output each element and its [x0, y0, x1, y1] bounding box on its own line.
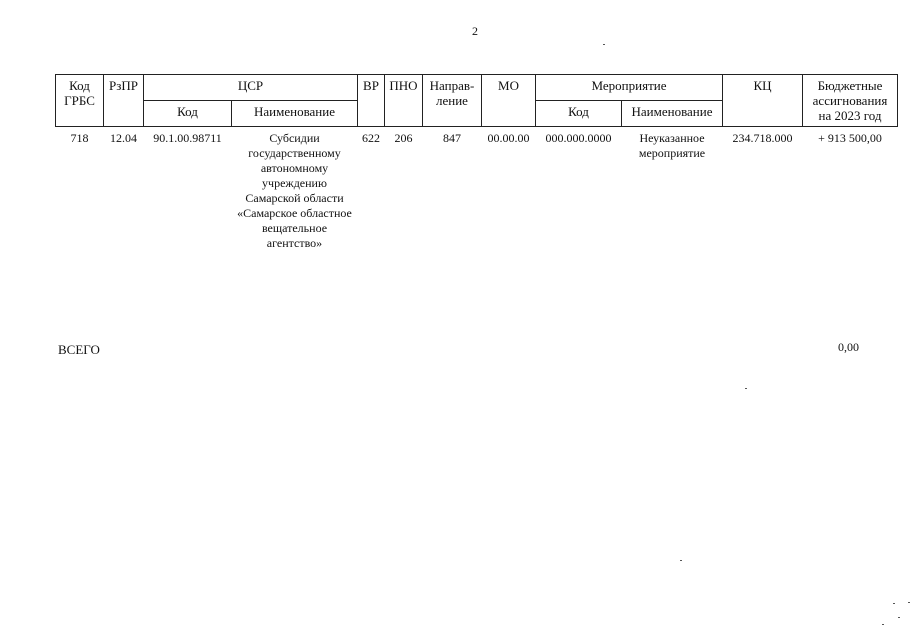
cell-mo: 00.00.00: [487, 131, 530, 145]
total-label: ВСЕГО: [58, 342, 100, 357]
cell-event-name: Неуказанное мероприятие: [638, 131, 706, 160]
cell-vr: 622: [362, 131, 380, 145]
cell-rzpr: 12.04: [110, 131, 137, 145]
header-mo: МО: [482, 75, 536, 127]
scan-speck: [898, 617, 900, 618]
cell-direction: 847: [443, 131, 461, 145]
scan-speck: [893, 603, 895, 604]
budget-table: [55, 74, 898, 255]
header-kc: КЦ: [723, 75, 803, 127]
header-budget: Бюджетные ассигнования на 2023 год: [803, 75, 898, 127]
cell-budget: + 913 500,00: [818, 131, 882, 145]
cell-pno: 206: [394, 131, 413, 145]
header-vr: ВР: [358, 75, 385, 127]
total-value: 0,00: [838, 340, 859, 354]
header-csr: ЦСР: [144, 75, 358, 101]
cell-csr-name: Субсидии государственному автономному учреждению Самарской области «Самарское областное вещательное агентство»: [237, 131, 352, 250]
table-row: [56, 127, 898, 256]
header-csr-name: Наименование: [232, 101, 358, 127]
cell-grbs: 718: [70, 131, 89, 145]
cell-event-code: 000.000.0000: [545, 131, 612, 145]
scan-speck: [745, 388, 747, 389]
header-csr-code: Код: [144, 101, 232, 127]
scan-speck: [680, 560, 682, 561]
scan-speck: [882, 624, 884, 625]
table-header: [56, 75, 898, 127]
page-number: 2: [472, 24, 478, 38]
scan-speck: [908, 602, 910, 603]
header-event-code: Код: [536, 101, 622, 127]
header-pno: ПНО: [385, 75, 423, 127]
cell-kc: 234.718.000: [732, 131, 793, 145]
header-event: Мероприятие: [536, 75, 723, 101]
header-direction: Направ- ление: [423, 75, 482, 127]
header-event-name: Наименование: [622, 101, 723, 127]
scan-speck: [603, 44, 605, 45]
cell-csr-code: 90.1.00.98711: [153, 131, 222, 145]
header-grbs: Код ГРБС: [56, 75, 104, 127]
header-rzpr: РзПР: [104, 75, 144, 127]
